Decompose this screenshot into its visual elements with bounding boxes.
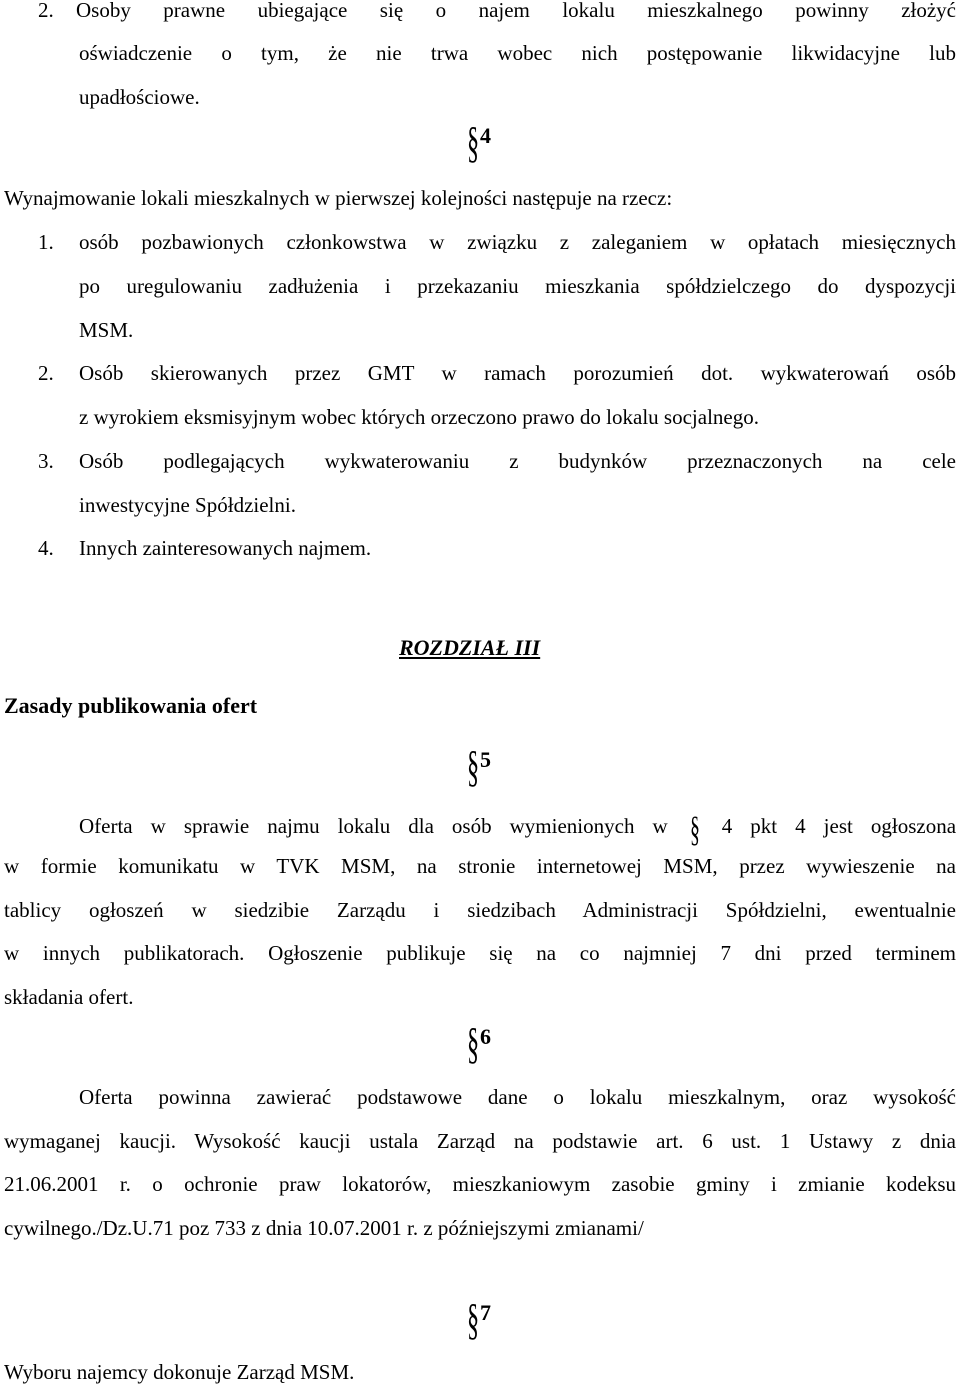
section-4-item1-line2: po uregulowaniu zadłużenia i przekazaniu mieszkania spółdzielczego do dyspozycji: [79, 274, 956, 298]
p3-item2-line2: oświadczenie o tym, że nie trwa wobec nich postępowanie likwidacyjne lub: [79, 41, 956, 65]
p3-item2-line1: 2. Osoby prawne ubiegające się o najem lokalu mieszkalnego powinny złożyć: [38, 0, 956, 22]
paragraph-sign: §: [466, 742, 480, 791]
chapter-title: ROZDZIAŁ III: [399, 635, 541, 660]
section-6-heading: §6: [466, 1019, 491, 1068]
section-5-line4: w innych publikatorach. Ogłoszenie publikuje się na co najmniej 7 dni przed terminem: [4, 941, 956, 965]
list-number: 1.: [38, 230, 54, 254]
section-4-intro: Wynajmowanie lokali mieszkalnych w pierwszej kolejności następuje na rzecz:: [4, 186, 673, 210]
section-4-item3-line1: 3. Osób podlegających wykwaterowaniu z budynków przeznaczonych na cele: [38, 449, 956, 473]
section-6-line3: 21.06.2001 r. o ochronie praw lokatorów, mieszkaniowym zasobie gminy i zmianie kodeksu: [4, 1172, 956, 1196]
section-5-line5: składania ofert.: [4, 985, 134, 1009]
p3-item2-number: 2.: [38, 0, 54, 22]
p3-item2-line3: upadłościowe.: [79, 85, 200, 109]
paragraph-sign: §: [466, 1019, 480, 1068]
section-7-heading: §7: [466, 1295, 491, 1344]
list-number: 4.: [38, 536, 54, 560]
section-4-item1-line1: 1. osób pozbawionych członkowstwa w związku z zaleganiem w opłatach miesięcznych: [38, 230, 956, 254]
section-5-line2: w formie komunikatu w TVK MSM, na stronie internetowej MSM, przez wywieszenie na: [4, 854, 956, 878]
section-5-line1: Oferta w sprawie najmu lokalu dla osób wymienionych w § 4 pkt 4 jest ogłoszona: [79, 809, 957, 849]
paragraph-sign: §: [466, 118, 480, 167]
chapter-subtitle: Zasady publikowania ofert: [4, 693, 258, 718]
section-4-item2-line2: z wyrokiem eksmisyjnym wobec których orzeczono prawo do lokalu socjalnego.: [79, 405, 759, 429]
paragraph-sign: §: [689, 809, 700, 849]
section-4-item4-line1: 4. Innych zainteresowanych najmem.: [38, 536, 372, 560]
section-4-item3-line2: inwestycyjne Spółdzielni.: [79, 493, 296, 517]
list-number: 2.: [38, 361, 54, 385]
section-7-line1: Wyboru najemcy dokonuje Zarząd MSM.: [4, 1360, 355, 1384]
section-5-line3: tablicy ogłoszeń w siedzibie Zarządu i siedzibach Administracji Spółdzielni, ewentualnie: [4, 898, 956, 922]
list-number: 3.: [38, 449, 54, 473]
section-6-line1: Oferta powinna zawierać podstawowe dane o lokalu mieszkalnym, oraz wysokość: [79, 1085, 956, 1109]
section-4-heading: §4: [466, 118, 491, 167]
section-5-heading: §5: [466, 742, 491, 791]
section-4-item1-line3: MSM.: [79, 318, 134, 342]
section-4-item2-line1: 2. Osób skierowanych przez GMT w ramach porozumień dot. wykwaterowań osób: [38, 361, 956, 385]
paragraph-sign: §: [466, 1295, 480, 1344]
section-6-line4: cywilnego./Dz.U.71 poz 733 z dnia 10.07.2001 r. z późniejszymi zmianami/: [4, 1216, 644, 1240]
section-6-line2: wymaganej kaucji. Wysokość kaucji ustala Zarząd na podstawie art. 6 ust. 1 Ustawy z dnia: [4, 1129, 956, 1153]
